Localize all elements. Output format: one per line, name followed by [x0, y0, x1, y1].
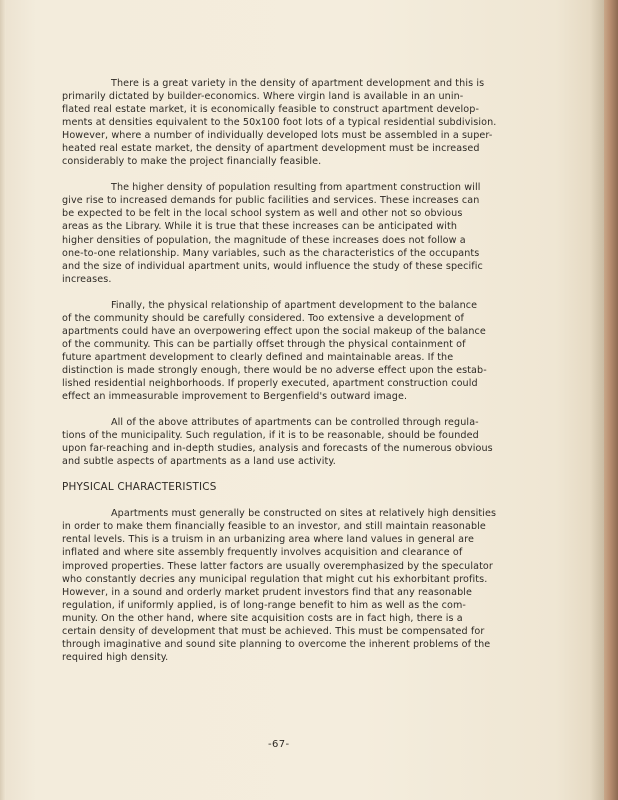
text-line: apartments could have an overpowering effect upon the social makeup of the balance	[62, 325, 486, 337]
text-line: primarily dictated by builder-economics. Where virgin land is available in an unin-	[62, 91, 464, 103]
text-line: who constantly decries any municipal regulation that might cut his exhorbitant profits.	[62, 573, 488, 585]
text-line: Finally, the physical relationship of apartment development to the balance	[111, 299, 478, 311]
text-line: give rise to increased demands for public facilities and services. These increases can	[62, 195, 480, 207]
text-line: one-to-one relationship. Many variables, such as the characteristics of the occupants	[62, 247, 480, 259]
text-line: in order to make them financially feasible to an investor, and still maintain reasonable	[62, 521, 486, 533]
text-line: However, in a sound and orderly market prudent investors find that any reasonable	[62, 586, 473, 598]
text-line: considerably to make the project financially feasible.	[62, 156, 322, 168]
text-line: of the community should be carefully considered. Too extensive a development of	[62, 312, 465, 324]
text-line: However, where a number of individually developed lots must be assembled in a super-	[62, 130, 493, 142]
text-line: future apartment development to clearly defined and maintainable areas. If the	[62, 351, 454, 363]
text-line: areas as the Library. While it is true that these increases can be anticipated with	[62, 221, 458, 233]
page-edge	[604, 0, 618, 800]
text-line: munity. On the other hand, where site acquisition costs are in fact high, there is a	[62, 612, 463, 624]
paragraph-1	[62, 77, 532, 168]
text-line: required high density.	[62, 651, 169, 663]
text-line: through imaginative and sound site planning to overcome the inherent problems of the	[62, 638, 491, 650]
text-line: heated real estate market, the density of apartment development must be increased	[62, 143, 480, 155]
text-line: There is a great variety in the density of apartment development and this is	[111, 78, 485, 89]
page-spine-shadow	[0, 0, 6, 800]
text-line: flated real estate market, it is economically feasible to construct apartment develop-	[62, 104, 480, 116]
text-line: All of the above attributes of apartments can be controlled through regula-	[111, 417, 479, 429]
text-line: rental levels. This is a truism in an urbanizing area where land values in general are	[62, 534, 474, 546]
paragraph-2	[62, 181, 532, 285]
paragraph-3	[62, 299, 532, 403]
text-line: certain density of development that must be achieved. This must be compensated for	[62, 625, 485, 637]
text-line: ments at densities equivalent to the 50x100 foot lots of a typical residential subdivision.	[62, 117, 497, 129]
text-line: increases.	[62, 273, 112, 285]
section-paragraph	[62, 507, 532, 664]
text-line: and subtle aspects of apartments as a land use activity.	[62, 456, 336, 468]
text-line: effect an immeasurable improvement to Bergenfield's outward image.	[62, 391, 408, 403]
text-line: be expected to be felt in the local school system as well and other not so obvious	[62, 208, 463, 220]
text-line: Apartments must generally be constructed on sites at relatively high densities	[111, 508, 497, 520]
page-number: -67-	[268, 739, 290, 750]
text-line: distinction is made strongly enough, there would be no adverse effect upon the estab-	[62, 364, 487, 376]
section-heading: PHYSICAL CHARACTERISTICS	[62, 481, 217, 494]
text-line: and the size of individual apartment units, would influence the study of these specific	[62, 260, 483, 272]
text-line: The higher density of population resulting from apartment construction will	[111, 182, 481, 194]
text-line: inflated and where site assembly frequently involves acquisition and clearance of	[62, 547, 463, 559]
paragraph-4	[62, 416, 532, 468]
text-line: improved properties. These latter factors are usually overemphasized by the speculator	[62, 560, 493, 572]
text-line: of the community. This can be partially offset through the physical containment of	[62, 338, 466, 350]
text-line: upon far-reaching and in-depth studies, analysis and forecasts of the numerous obvious	[62, 443, 493, 455]
document-body	[62, 77, 532, 677]
text-line: tions of the municipality. Such regulation, if it is to be reasonable, should be founded	[62, 430, 479, 442]
text-line: lished residential neighborhoods. If properly executed, apartment construction could	[62, 377, 478, 389]
text-line: regulation, if uniformly applied, is of long-range benefit to him as well as the com-	[62, 599, 466, 611]
text-line: higher densities of population, the magnitude of these increases does not follow a	[62, 234, 466, 246]
